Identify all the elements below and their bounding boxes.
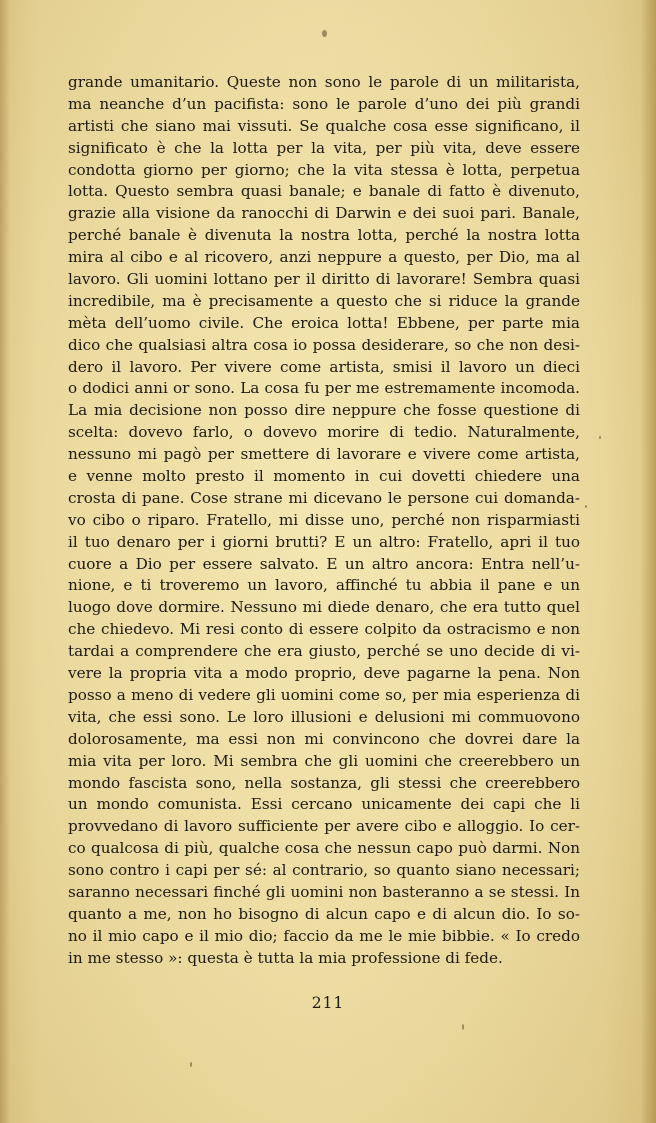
text-line: vo cibo o riparo. Fratello, mi disse uno, perché non risparmiasti bbox=[68, 510, 580, 529]
text-line: crosta di pane. Cose strane mi dicevano le persone cui domanda- bbox=[68, 488, 580, 507]
paper-speck bbox=[462, 1024, 464, 1030]
body-text bbox=[68, 72, 580, 970]
text-line: sono contro i capi per sé: al contrario, so quanto siano necessari; bbox=[68, 861, 580, 880]
text-line: posso a meno di vedere gli uomini come so, per mia esperienza di bbox=[68, 685, 580, 704]
page-right-edge bbox=[640, 0, 656, 1123]
text-line: dolorosamente, ma essi non mi convincono che dovrei dare la bbox=[68, 729, 580, 748]
text-line: perché banale è divenuta la nostra lotta, perché la nostra lotta bbox=[68, 226, 580, 245]
text-line: e venne molto presto il momento in cui dovetti chiedere una bbox=[68, 467, 580, 486]
page-left-edge bbox=[0, 0, 10, 1123]
text-line: lotta. Questo sembra quasi banale; e banale di fatto è divenuto, bbox=[68, 182, 580, 201]
text-line: cuore a Dio per essere salvato. E un altro ancora: Entra nell’u- bbox=[68, 554, 580, 573]
text-line: mondo fascista sono, nella sostanza, gli stessi che creerebbero bbox=[68, 773, 580, 792]
text-line: dero il lavoro. Per vivere come artista, smisi il lavoro un dieci bbox=[68, 357, 580, 376]
text-line: saranno necessari finché gli uomini non basteranno a se stessi. In bbox=[68, 882, 580, 901]
text-line: mèta dell’uomo civile. Che eroica lotta! Ebbene, per parte mia bbox=[68, 313, 580, 332]
text-line: vere la propria vita a modo proprio, deve pagarne la pena. Non bbox=[68, 664, 580, 683]
text-line: nione, e ti troveremo un lavoro, affinché tu abbia il pane e un bbox=[68, 576, 580, 595]
text-line: tardai a comprendere che era giusto, perché se uno decide di vi- bbox=[68, 642, 580, 661]
text-line: ma neanche d’un pacifista: sono le parole d’uno dei più grandi bbox=[68, 94, 580, 113]
text-line: La mia decisione non posso dire neppure che fosse questione di bbox=[68, 401, 580, 420]
text-line: mia vita per loro. Mi sembra che gli uomini che creerebbero un bbox=[68, 751, 580, 770]
text-line: significato è che la lotta per la vita, per più vita, deve essere bbox=[68, 138, 580, 157]
text-line: no il mio capo e il mio dio; faccio da me le mie bibbie. « Io credo bbox=[68, 926, 580, 945]
paper-speck bbox=[599, 436, 601, 439]
text-line: scelta: dovevo farlo, o dovevo morire di tedio. Naturalmente, bbox=[68, 423, 580, 442]
text-line: artisti che siano mai vissuti. Se qualche cosa esse significano, il bbox=[68, 116, 580, 135]
text-line: condotta giorno per giorno; che la vita stessa è lotta, perpetua bbox=[68, 160, 580, 179]
text-line: co qualcosa di più, qualche cosa che nessun capo può darmi. Non bbox=[68, 839, 580, 858]
text-line: lavoro. Gli uomini lottano per il diritto di lavorare! Sembra quasi bbox=[68, 270, 580, 289]
text-line: luogo dove dormire. Nessuno mi diede denaro, che era tutto quel bbox=[68, 598, 580, 617]
text-line: vita, che essi sono. Le loro illusioni e delusioni mi commuovono bbox=[68, 707, 580, 726]
text-line: mira al cibo e al ricovero, anzi neppure a questo, per Dio, ma al bbox=[68, 248, 580, 267]
text-line: quanto a me, non ho bisogno di alcun capo e di alcun dio. Io so- bbox=[68, 904, 580, 923]
paper-speck bbox=[585, 505, 587, 508]
text-line: provvedano di lavoro sufficiente per avere cibo e alloggio. Io cer- bbox=[68, 817, 580, 836]
paper-speck bbox=[322, 30, 327, 37]
text-line: in me stesso »: questa è tutta la mia professione di fede. bbox=[68, 948, 503, 967]
page-number: 211 bbox=[311, 994, 345, 1012]
text-line: grazie alla visione da ranocchi di Darwin e dei suoi pari. Banale, bbox=[68, 204, 580, 223]
text-line: un mondo comunista. Essi cercano unicamente dei capi che li bbox=[68, 795, 580, 814]
text-line: nessuno mi pagò per smettere di lavorare e vivere come artista, bbox=[68, 445, 580, 464]
text-line: incredibile, ma è precisamente a questo che si riduce la grande bbox=[68, 291, 580, 310]
text-line: o dodici anni or sono. La cosa fu per me estremamente incomoda. bbox=[68, 379, 580, 398]
text-line: grande umanitario. Queste non sono le parole di un militarista, bbox=[68, 73, 580, 91]
text-line: dico che qualsiasi altra cosa io possa desiderare, so che non desi- bbox=[68, 335, 580, 354]
text-line: il tuo denaro per i giorni brutti? E un altro: Fratello, apri il tuo bbox=[68, 532, 580, 551]
paper-speck bbox=[190, 1062, 192, 1067]
text-line: che chiedevo. Mi resi conto di essere colpito da ostracismo e non bbox=[68, 620, 580, 639]
